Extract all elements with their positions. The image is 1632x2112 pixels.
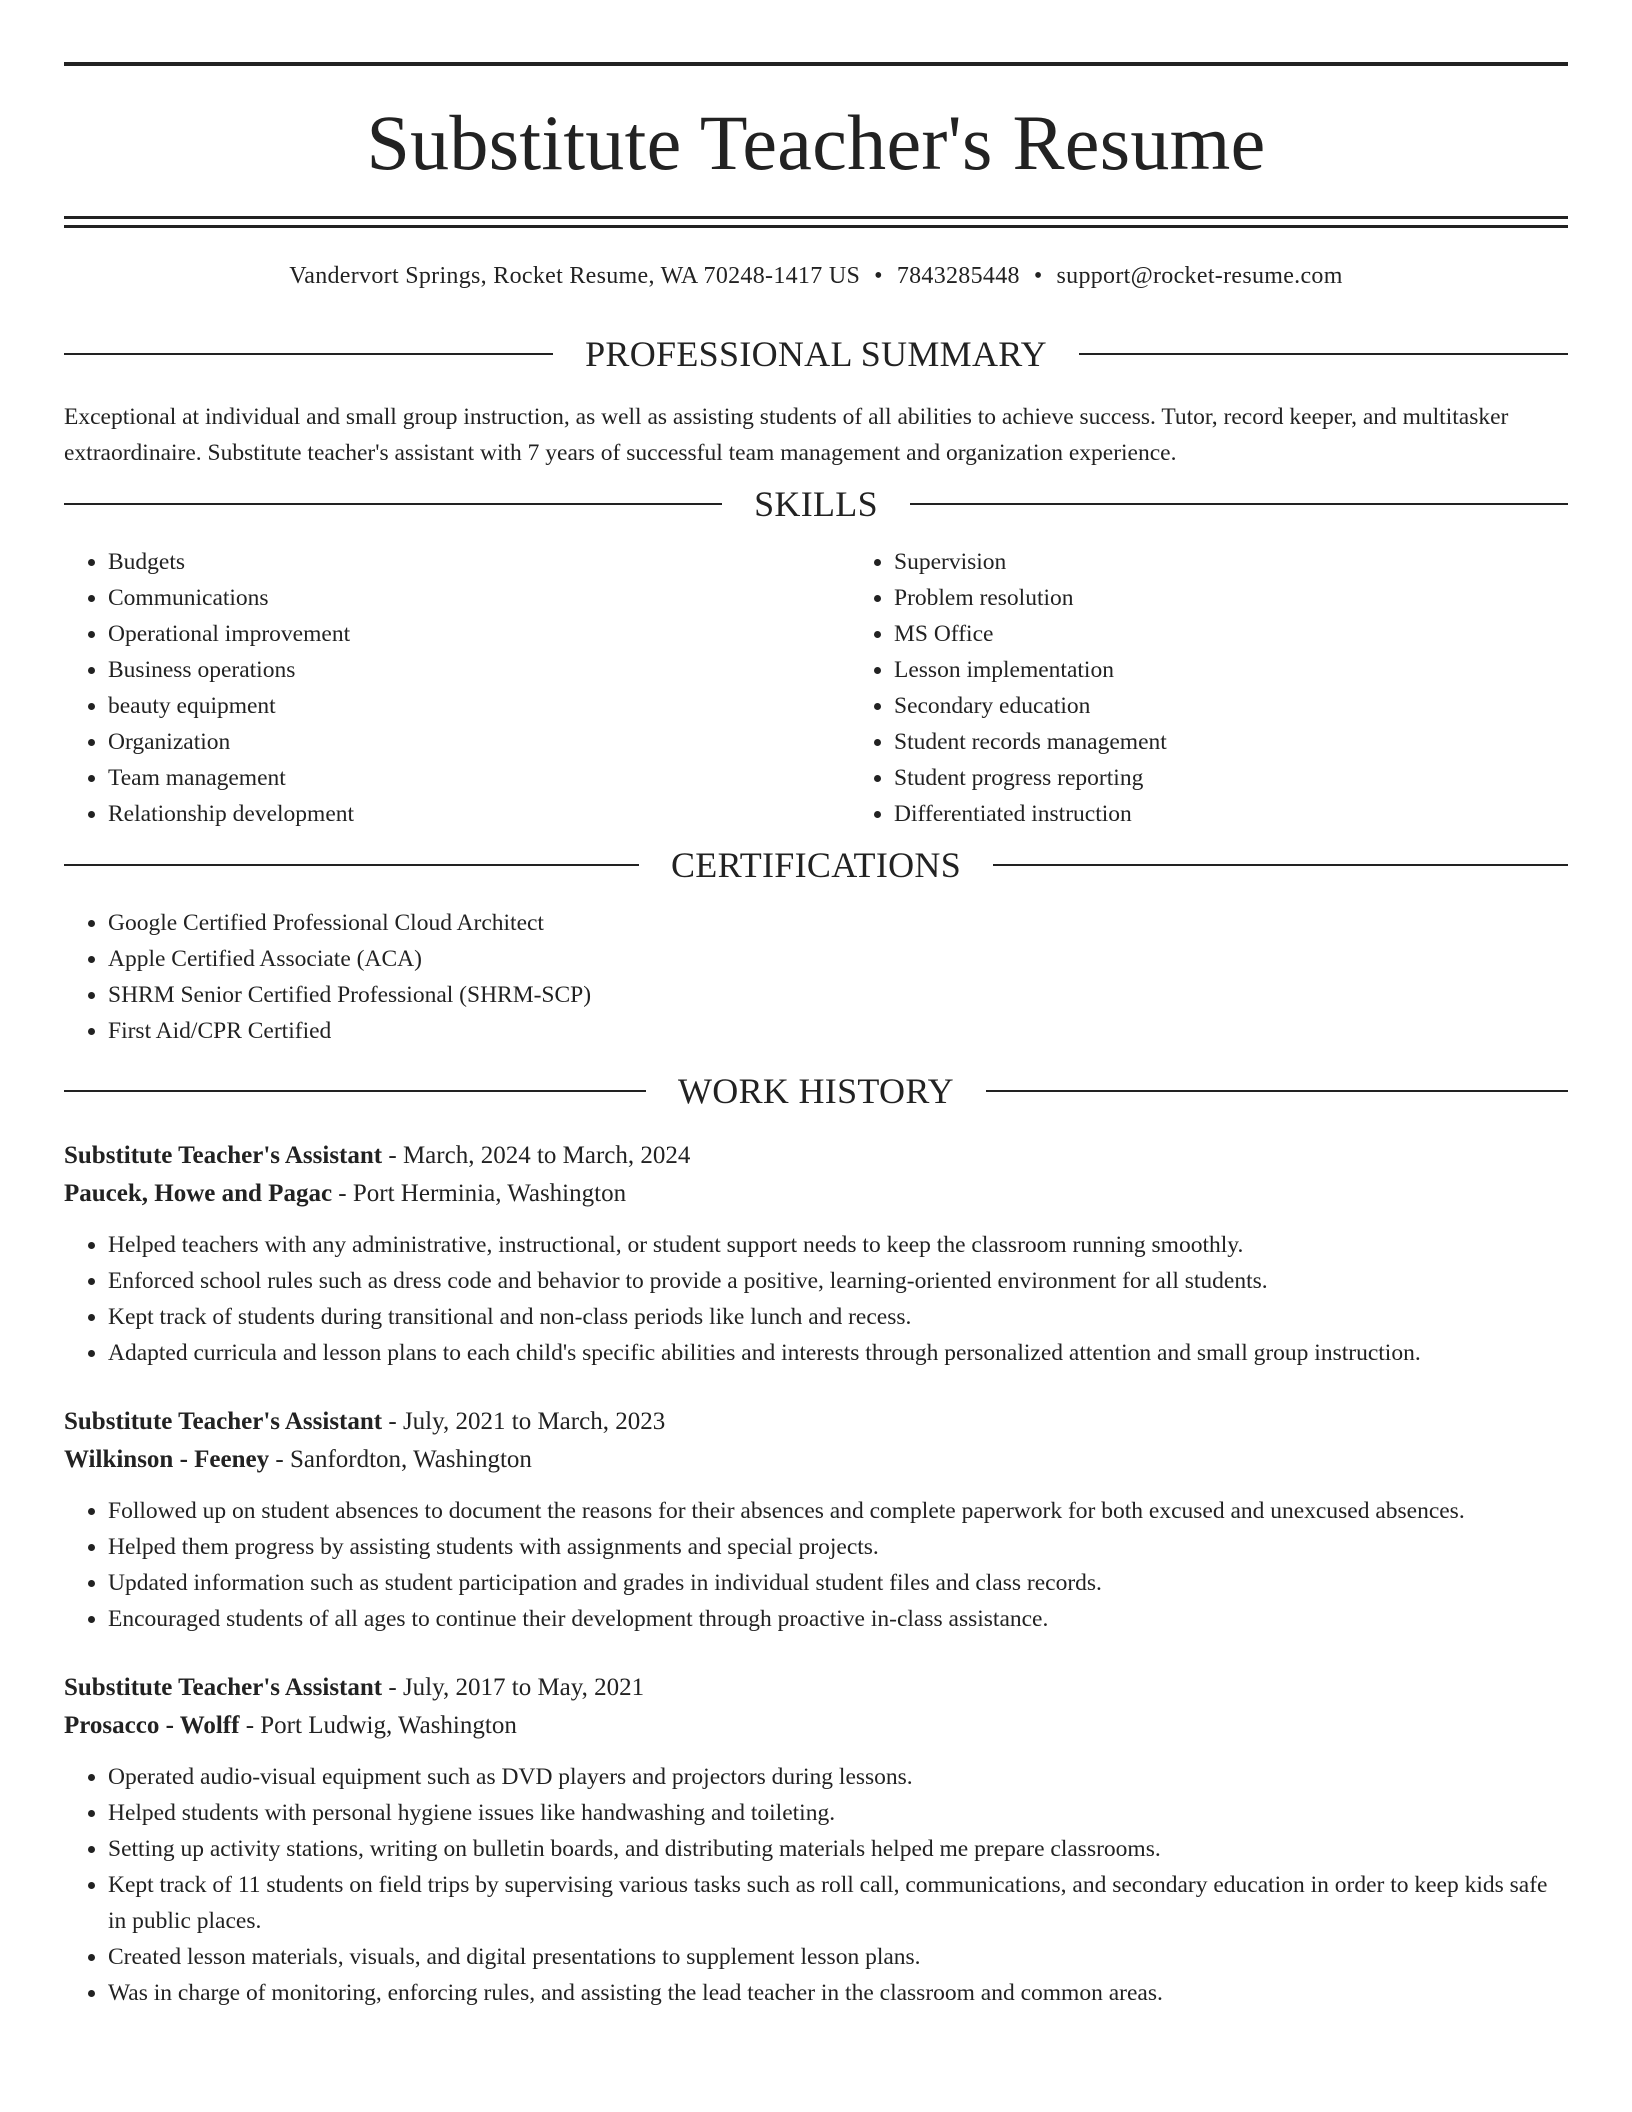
section-heading-label: CERTIFICATIONS xyxy=(670,845,962,885)
job-duties xyxy=(64,1759,1568,2011)
job-duty-item: • Operated audio-visual equipment such as DVD players and projectors during lessons. xyxy=(108,1759,1568,1795)
job-duty-item: • Updated information such as student participation and grades in individual student files and class records. xyxy=(108,1565,1568,1601)
job-duty-item: • Setting up activity stations, writing on bulletin boards, and distributing materials helped me prepare classrooms. xyxy=(108,1831,1568,1867)
skill-item: • Business operations xyxy=(108,652,850,688)
summary-text: Exceptional at individual and small group instruction, as well as assisting students of all abilities to achieve success. Tutor, record keeper, and multitasker extraordinaire. Substitute teacher's assistant with 7 years of successful team management and organization experience. xyxy=(64,404,1509,466)
resume-page xyxy=(64,62,1568,2011)
divider xyxy=(64,353,553,355)
job-company: Wilkinson - Feeney xyxy=(64,1446,270,1473)
divider xyxy=(1079,353,1568,355)
job-duty-item: • Followed up on student absences to document the reasons for their absences and complete paperwork for both excused and unexcused absences. xyxy=(108,1493,1568,1529)
job-dates: - July, 2021 to March, 2023 xyxy=(382,1408,666,1435)
top-rule xyxy=(64,62,1568,66)
job-duty-item: • Helped teachers with any administrative, instructional, or student support needs to keep the classroom running smoothly. xyxy=(108,1227,1568,1263)
skill-item: • Relationship development xyxy=(108,796,850,832)
skill-item: • Organization xyxy=(108,724,850,760)
job-entry xyxy=(64,1137,1568,1371)
job-duties xyxy=(64,1227,1568,1371)
divider xyxy=(910,503,1568,505)
contact-separator: • xyxy=(874,263,883,289)
job-duty-item: • Helped them progress by assisting students with assignments and special projects. xyxy=(108,1529,1568,1565)
job-company: Paucek, Howe and Pagac xyxy=(64,1180,333,1207)
page-title: Substitute Teacher's Resume xyxy=(366,99,1266,186)
job-entry xyxy=(64,1669,1568,2011)
job-duty-item: • Encouraged students of all ages to continue their development through proactive in-class assistance. xyxy=(108,1601,1568,1637)
skill-item: • Student records management xyxy=(894,724,1632,760)
job-company: Prosacco - Wolff xyxy=(64,1712,240,1739)
skill-item: • Operational improvement xyxy=(108,616,850,652)
skill-item: • Problem resolution xyxy=(894,580,1632,616)
skill-item: • Student progress reporting xyxy=(894,760,1632,796)
section-heading-skills xyxy=(64,486,1568,522)
divider xyxy=(64,1090,646,1092)
contact-line xyxy=(64,264,1568,288)
certification-item: • Google Certified Professional Cloud Architect xyxy=(108,905,1568,941)
divider xyxy=(986,1090,1568,1092)
job-role: Substitute Teacher's Assistant xyxy=(64,1674,383,1701)
job-location: - Port Herminia, Washington xyxy=(332,1180,627,1207)
skills-list-left xyxy=(64,544,850,832)
section-heading-label: WORK HISTORY xyxy=(678,1071,954,1111)
contact-email: support@rocket-resume.com xyxy=(1056,263,1343,289)
job-entry xyxy=(64,1403,1568,1637)
skill-item: • MS Office xyxy=(894,616,1632,652)
job-company-line xyxy=(64,1175,1568,1213)
certification-item: • First Aid/CPR Certified xyxy=(108,1013,1568,1049)
job-duty-item: • Kept track of students during transitional and non-class periods like lunch and recess. xyxy=(108,1299,1568,1335)
skill-item: • Budgets xyxy=(108,544,850,580)
skill-item: • Communications xyxy=(108,580,850,616)
job-location: - Sanfordton, Washington xyxy=(269,1446,532,1473)
contact-phone: 7843285448 xyxy=(896,263,1020,289)
job-dates: - July, 2017 to May, 2021 xyxy=(382,1674,645,1701)
job-dates: - March, 2024 to March, 2024 xyxy=(382,1142,691,1169)
skill-item: • Lesson implementation xyxy=(894,652,1632,688)
skill-item: • Team management xyxy=(108,760,850,796)
title-double-rule xyxy=(64,216,1568,228)
job-duty-item: • Enforced school rules such as dress code and behavior to provide a positive, learning-oriented environment for all students. xyxy=(108,1263,1568,1299)
job-location: - Port Ludwig, Washington xyxy=(239,1712,517,1739)
job-title-line xyxy=(64,1669,1568,1707)
job-duty-item: • Kept track of 11 students on field trips by supervising various tasks such as roll call, communications, and secondary education in order to keep kids safe in public places. xyxy=(108,1867,1568,1939)
job-title-line xyxy=(64,1403,1568,1441)
skills-list-right xyxy=(850,544,1632,832)
divider xyxy=(64,864,639,866)
contact-separator: • xyxy=(1033,263,1043,289)
certifications-list xyxy=(64,905,1568,1049)
certification-item: • Apple Certified Associate (ACA) xyxy=(108,941,1568,977)
section-heading-certifications xyxy=(64,847,1568,883)
divider xyxy=(64,503,722,505)
section-heading-summary xyxy=(64,336,1568,372)
skill-item: • Secondary education xyxy=(894,688,1632,724)
job-duty-item: • Created lesson materials, visuals, and digital presentations to supplement lesson plans. xyxy=(108,1939,1568,1975)
skill-item: • Differentiated instruction xyxy=(894,796,1632,832)
divider xyxy=(993,864,1568,866)
skill-item: • Supervision xyxy=(894,544,1632,580)
job-duty-item: • Helped students with personal hygiene issues like handwashing and toileting. xyxy=(108,1795,1568,1831)
skill-item: • beauty equipment xyxy=(108,688,850,724)
certification-item: • SHRM Senior Certified Professional (SHRM-SCP) xyxy=(108,977,1568,1013)
section-heading-label: SKILLS xyxy=(754,484,878,524)
job-title-line xyxy=(64,1137,1568,1175)
section-heading-work-history xyxy=(64,1073,1568,1109)
job-company-line xyxy=(64,1707,1568,1745)
job-duties xyxy=(64,1493,1568,1637)
contact-address: Vandervort Springs, Rocket Resume, WA 70248-1417 US xyxy=(289,263,861,289)
job-role: Substitute Teacher's Assistant xyxy=(64,1408,383,1435)
job-duty-item: • Adapted curricula and lesson plans to each child's specific abilities and interests through personalized attention and small group instruction. xyxy=(108,1335,1568,1371)
skills-columns xyxy=(64,544,1568,832)
job-duty-item: • Was in charge of monitoring, enforcing rules, and assisting the lead teacher in the classroom and common areas. xyxy=(108,1975,1568,2011)
job-company-line xyxy=(64,1441,1568,1479)
job-role: Substitute Teacher's Assistant xyxy=(64,1142,383,1169)
section-heading-label: PROFESSIONAL SUMMARY xyxy=(585,334,1047,374)
